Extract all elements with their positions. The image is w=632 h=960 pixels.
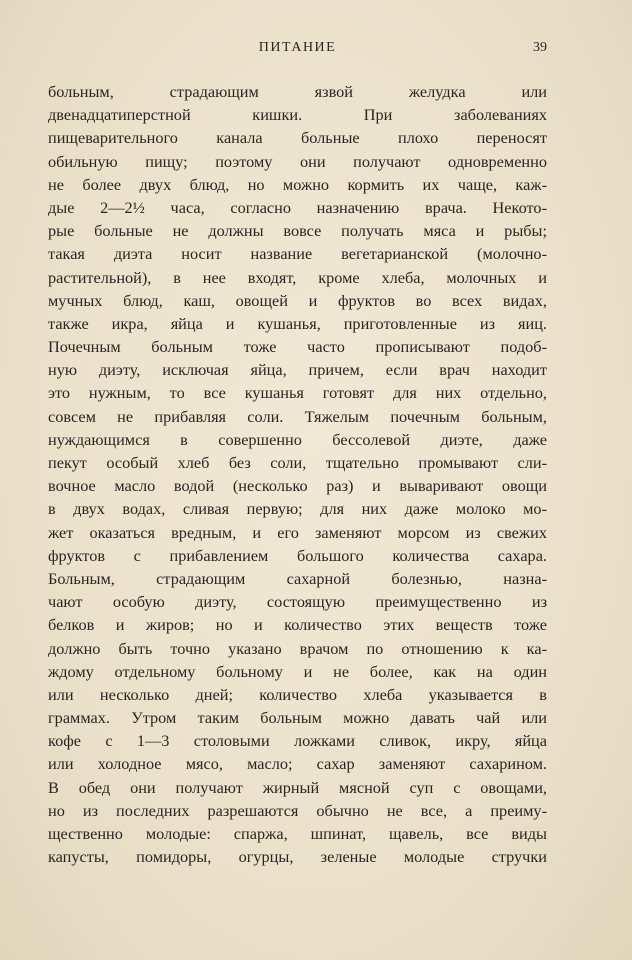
text-line: чают особую диэту, состоящую преимущественно из <box>48 592 547 612</box>
text-line: также икра, яйца и кушанья, приготовленные из яиц. <box>48 313 547 333</box>
text-line: нуждающимся в совершенно бессолевой диэте, даже <box>48 429 547 449</box>
text-line: или холодное мясо, масло; сахар заменяют сахарином. <box>48 754 547 774</box>
text-line: но из последних разрешаются обычно не все, а преиму- <box>48 800 547 820</box>
text-line: ждому отдельному больному и не более, как на один <box>48 661 547 681</box>
text-line: жет оказаться вредным, и его заменяют морсом из свежих <box>48 522 547 542</box>
text-line: больным, страдающим язвой желудка или <box>48 82 547 101</box>
page-header <box>48 40 547 64</box>
page-number: 39 <box>533 40 547 55</box>
text-line: В обед они получают жирный мясной суп с овощами, <box>48 777 547 797</box>
text-line: это нужным, то все кушанья готовят для них отдельно, <box>48 383 547 403</box>
text-line: щественно молодые: спаржа, шпинат, щавель, все виды <box>48 824 547 843</box>
text-line: граммах. Утром таким больным можно давать чай или <box>48 708 547 728</box>
text-line: мучных блюд, каш, овощей и фруктов во всех видах, <box>48 290 547 310</box>
running-head: ПИТАНИЕ <box>258 40 337 55</box>
text-line: белков и жиров; но и количество этих веществ тоже <box>48 615 547 635</box>
text-line: рые больные не должны вовсе получать мяса и рыбы; <box>48 221 547 241</box>
text-line: Больным, страдающим сахарной болезнью, назна- <box>48 568 547 588</box>
text-line: пекут особый хлеб без соли, тщательно промывают сли- <box>48 453 547 472</box>
text-line: двенадцатиперстной кишки. При заболеваниях <box>48 105 547 125</box>
text-line: в двух водах, сливая первую; для них даже молоко мо- <box>48 499 547 519</box>
text-line: кофе с 1—3 столовыми ложками сливок, икру, яйца <box>48 731 547 751</box>
text-line: капусты, помидоры, огурцы, зеленые молодые стручки <box>48 847 547 867</box>
text-line: совсем не прибавляя соли. Тяжелым почечным больным, <box>48 406 547 426</box>
body-text <box>48 80 547 868</box>
text-line: Почечным больным тоже часто прописывают подоб- <box>48 337 547 357</box>
text-line: вочное масло водой (несколько раз) и вываривают овощи <box>48 476 547 496</box>
text-line: обильную пищу; поэтому они получают одновременно <box>48 151 547 171</box>
text-line: дые 2—2½ часа, согласно назначению врача. Некото- <box>48 197 547 217</box>
text-line: ную диэту, исключая яйца, причем, если врач находит <box>48 360 547 380</box>
text-line: фруктов с прибавлением большого количества сахара. <box>48 545 547 565</box>
text-line: растительной), в нее входят, кроме хлеба, молочных и <box>48 267 547 287</box>
text-line: не более двух блюд, но можно кормить их чаще, каж- <box>48 174 547 194</box>
text-line: пищеварительного канала больные плохо переносят <box>48 128 547 148</box>
text-line: или несколько дней; количество хлеба указывается в <box>48 684 547 704</box>
text-line: такая диэта носит название вегетарианской (молочно- <box>48 244 547 264</box>
text-line: должно быть точно указано врачом по отношению к ка- <box>48 638 547 658</box>
